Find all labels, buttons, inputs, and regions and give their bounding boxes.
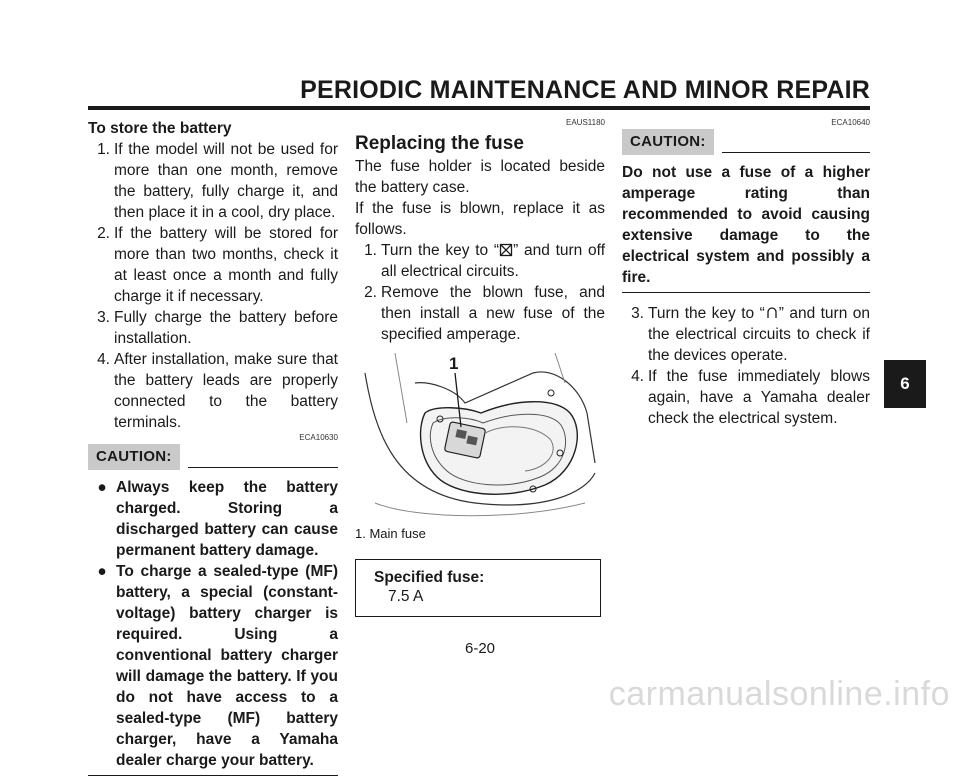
battery-storage-heading: To store the battery xyxy=(88,120,232,137)
list-item: 1. Turn the key to “ ” and turn off all electrical circuits. xyxy=(364,242,605,280)
fuse-steps-continued xyxy=(622,303,870,429)
caution-badge: CAUTION: xyxy=(622,129,714,155)
key-on-icon xyxy=(765,306,779,320)
caution-text: Do not use a fuse of a higher amperage rating than recommended to avoid causing extensive damage to the electrical system and possibly a fire. xyxy=(622,164,870,286)
battery-storage-steps xyxy=(88,139,338,433)
bullet-icon: ● xyxy=(97,479,107,496)
spec-label: Specified fuse: xyxy=(374,569,485,586)
list-item: 4. After installation, make sure that the battery leads are properly connected to the battery terminals. xyxy=(97,351,338,431)
caution-header xyxy=(622,128,870,156)
spec-value: 7.5 A xyxy=(388,588,424,605)
watermark: carmanualsonline.info xyxy=(608,675,950,713)
fuse-illustration xyxy=(355,353,603,521)
caution-code: ECA10640 xyxy=(831,118,870,127)
spec-box xyxy=(355,559,601,617)
list-item: 4. If the fuse immediately blows again, have a Yamaha dealer check the electrical system. xyxy=(631,368,870,427)
list-item: 1. If the model will not be used for more than one month, remove the battery, fully charge it, and then place it in a cool, dry place. xyxy=(97,141,338,221)
caution-badge: CAUTION: xyxy=(88,444,180,470)
key-off-icon xyxy=(499,243,513,257)
list-item: ● To charge a sealed-type (MF) battery, a special (constant-voltage) battery charger is required. Using a conventional battery charger will damage the battery. If you do not have access to a sealed-type (MF) battery charger, have a Yamaha dealer charge your battery. xyxy=(88,561,338,771)
middle-column xyxy=(355,118,605,617)
list-item: ● Always keep the battery charged. Storing a discharged battery can cause permanent battery damage. xyxy=(88,477,338,561)
list-item: 2. Remove the blown fuse, and then install a new fuse of the specified amperage. xyxy=(364,284,605,343)
header-rule xyxy=(88,106,870,110)
list-item: 3. Fully charge the battery before installation. xyxy=(97,309,338,347)
section-title: Replacing the fuse xyxy=(355,133,524,154)
left-column xyxy=(88,118,338,776)
chapter-tab: 6 xyxy=(884,360,926,408)
list-item: 3. Turn the key to “ ” and turn on the electrical circuits to check if the devices operate. xyxy=(631,305,870,364)
caution-header xyxy=(88,443,338,471)
figure-caption: 1. Main fuse xyxy=(355,526,426,541)
caution-end-rule xyxy=(622,292,870,293)
fuse-compartment-drawing xyxy=(355,353,603,521)
page-header: PERIODIC MAINTENANCE AND MINOR REPAIR xyxy=(300,76,870,104)
bullet-icon: ● xyxy=(97,563,107,580)
figure-callout: 1 xyxy=(449,354,459,373)
paragraph: If the fuse is blown, replace it as follows. xyxy=(355,200,605,238)
caution-bullets xyxy=(88,477,338,771)
page-number: 6-20 xyxy=(464,640,496,657)
right-column xyxy=(622,118,870,429)
list-item: 2. If the battery will be stored for more than two months, check it at least once a month and fully charge it if necessary. xyxy=(97,225,338,305)
paragraph: The fuse holder is located beside the battery case. xyxy=(355,158,605,196)
caution-code: ECA10630 xyxy=(299,433,338,442)
fuse-steps xyxy=(355,240,605,345)
section-code: EAUS1180 xyxy=(566,118,605,127)
